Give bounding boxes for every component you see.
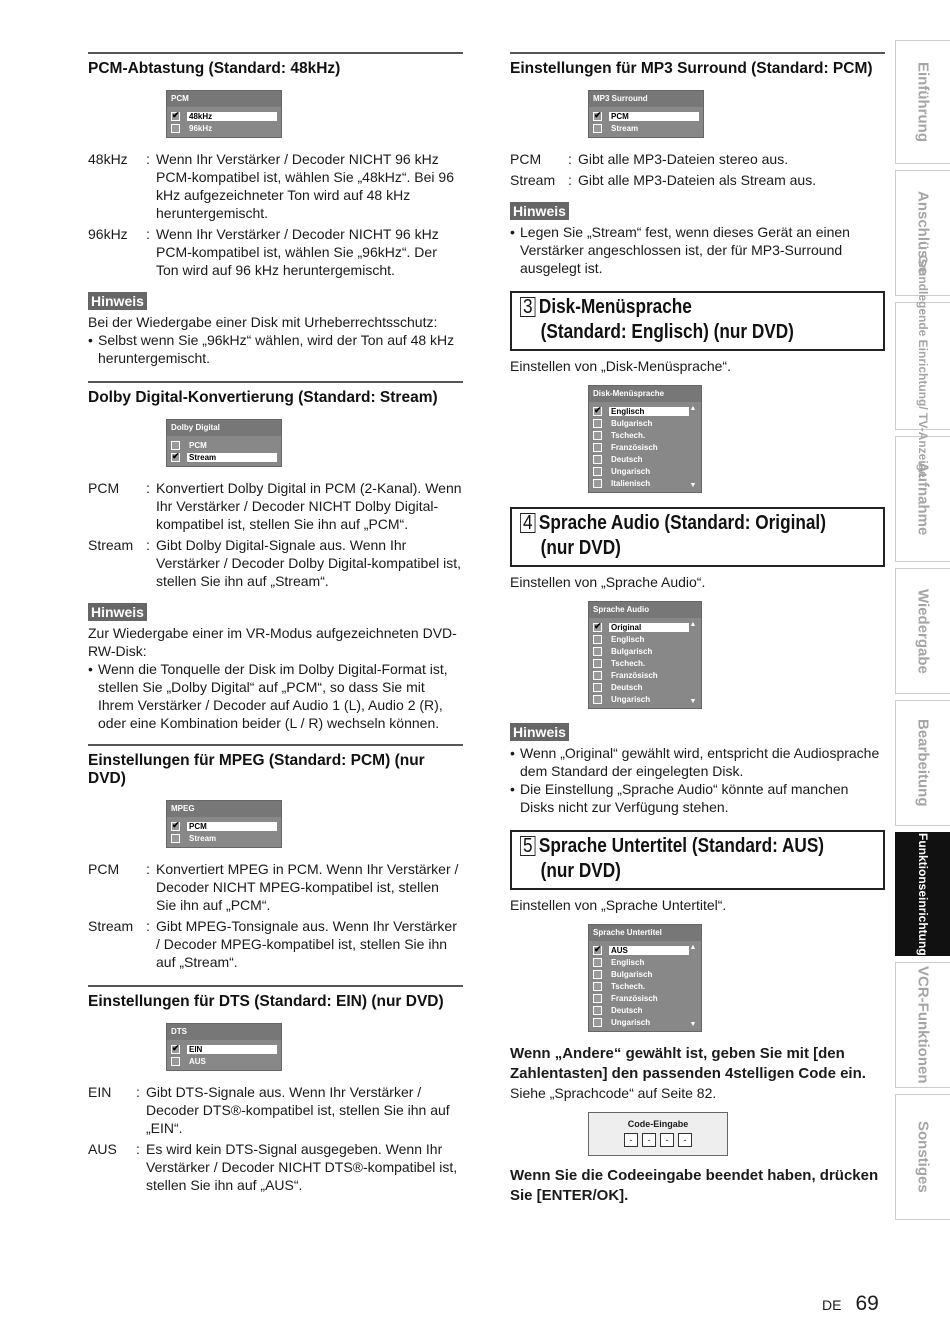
enter-instruction: Wenn Sie die Codeeingabe beendet haben, drücken Sie [ENTER/OK]. xyxy=(510,1167,879,1204)
checkbox-icon xyxy=(593,1018,602,1027)
menu-option[interactable]: Französisch xyxy=(593,992,689,1004)
checkbox-icon xyxy=(593,994,602,1003)
menu-option[interactable]: Deutsch xyxy=(593,1004,689,1016)
menu-option[interactable]: Französisch xyxy=(593,441,689,453)
mpeg-menu-title: MPEG xyxy=(167,801,281,817)
section-5-text: Einstellen von „Sprache Untertitel“. xyxy=(510,897,727,913)
right-column xyxy=(510,52,885,1206)
code-entry-title: Code-Eingabe xyxy=(627,1119,689,1129)
checkbox-icon xyxy=(171,441,180,450)
checkbox-checked-icon xyxy=(171,822,180,831)
pcm-option-48[interactable]: ✔ 48kHz xyxy=(171,110,277,122)
definition-row: EIN : Gibt DTS-Signale aus. Wenn Ihr Verstärker / Decoder DTS®-kompatibel ist, stellen Sie ihn auf „EIN“. xyxy=(88,1084,450,1136)
hinweis-label: Hinweis xyxy=(88,292,147,310)
mpeg-menu xyxy=(166,800,282,848)
checkbox-icon xyxy=(593,982,602,991)
chapter-tabs xyxy=(895,40,950,1226)
language-code: DE xyxy=(822,1297,842,1313)
checkbox-icon xyxy=(593,647,602,656)
menu-option[interactable]: Bulgarisch xyxy=(593,645,689,657)
menu-option[interactable]: Ungarisch xyxy=(593,693,689,705)
scroll-up-icon: ▲ xyxy=(689,405,697,412)
code-entry-box xyxy=(588,1112,728,1156)
code-digit[interactable]: - xyxy=(642,1133,656,1147)
checkbox-icon xyxy=(593,431,602,440)
pcm-section xyxy=(88,52,463,367)
checkbox-icon xyxy=(171,1057,180,1066)
scroll-down-icon: ▼ xyxy=(689,1021,697,1028)
left-column xyxy=(88,52,463,1197)
section-number: 3 xyxy=(520,297,535,317)
scroll-up-icon: ▲ xyxy=(689,944,697,951)
menu-option[interactable]: Deutsch xyxy=(593,453,689,465)
pcm-menu-title: PCM xyxy=(167,91,281,107)
definition-row: Stream : Gibt MPEG-Tonsignale aus. Wenn Ihr Verstärker / Decoder MPEG-kompatibel ist, stellen Sie ihn auf „Stream“. xyxy=(88,918,457,970)
checkbox-checked-icon xyxy=(593,407,602,416)
menu-title: Sprache Audio xyxy=(589,602,701,618)
audio-language-menu xyxy=(588,601,702,709)
mp3-note: • Legen Sie „Stream“ fest, wenn dieses Gerät an einen Verstärker angeschlossen ist, der für MP3-Surround ausgelegt ist. xyxy=(510,224,850,276)
checkbox-icon xyxy=(593,479,602,488)
dts-menu xyxy=(166,1023,282,1071)
checkbox-icon xyxy=(593,124,602,133)
pcm-note: Bei der Wiedergabe einer Disk mit Urheberrechtsschutz: • Selbst wenn Sie „96kHz“ wählen, wird der Ton auf 48 kHz heruntergemischt. xyxy=(88,314,455,366)
menu-option[interactable]: Ungarisch xyxy=(593,465,689,477)
tab-aufnahme[interactable]: Aufnahme xyxy=(895,436,950,562)
dolby-title: Dolby Digital-Konvertierung (Standard: Stream) xyxy=(88,389,438,406)
menu-option[interactable]: Italienisch xyxy=(593,477,689,489)
menu-option[interactable]: Bulgarisch xyxy=(593,968,689,980)
section-5-heading: 5 Sprache Untertitel (Standard: AUS) (nur DVD) xyxy=(510,830,885,890)
dolby-menu-title: Dolby Digital xyxy=(167,420,281,436)
page-number: 69 xyxy=(855,1292,879,1315)
section-number: 5 xyxy=(520,836,535,856)
scroll-down-icon: ▼ xyxy=(689,482,697,489)
definition-row: 48kHz : Wenn Ihr Verstärker / Decoder NICHT 96 kHz PCM-kompatibel ist, wählen Sie „48kHz“. Bei 96 kHz aufgezeichneter Ton wird auf 48 kHz heruntergemischt. xyxy=(88,151,455,221)
menu-title: Sprache Untertitel xyxy=(589,925,701,941)
menu-option[interactable]: Tschech. xyxy=(593,429,689,441)
code-digit[interactable]: - xyxy=(660,1133,674,1147)
tab-sonstiges[interactable]: Sonstiges xyxy=(895,1094,950,1220)
checkbox-checked-icon xyxy=(171,1045,180,1054)
checkbox-checked-icon xyxy=(171,112,180,121)
checkbox-icon xyxy=(593,455,602,464)
code-digit[interactable]: - xyxy=(624,1133,638,1147)
definition-row: PCM : Konvertiert Dolby Digital in PCM (2-Kanal). Wenn Ihr Verstärker / Decoder NICHT Dolby Digital-kompatibel ist, stellen Sie ihn auf „PCM“. xyxy=(88,480,462,532)
menu-option[interactable]: Tschech. xyxy=(593,657,689,669)
mp3-section xyxy=(510,52,885,277)
dts-option-aus[interactable]: AUS xyxy=(171,1055,277,1067)
checkbox-icon xyxy=(593,467,602,476)
checkbox-checked-icon xyxy=(171,453,180,462)
scrollbar[interactable] xyxy=(689,944,697,1028)
subtitle-language-menu xyxy=(588,924,702,1032)
tab-funktionseinrichtung[interactable]: Funktionseinrichtung xyxy=(895,832,950,956)
tab-bearbeitung[interactable]: Bearbeitung xyxy=(895,700,950,826)
menu-option[interactable]: Tschech. xyxy=(593,980,689,992)
dolby-option-stream[interactable]: ✔ Stream xyxy=(171,451,277,463)
hinweis-label: Hinweis xyxy=(510,723,569,741)
menu-option[interactable]: ✔ Original xyxy=(593,621,689,633)
tab-vcr-funktionen[interactable]: VCR-Funktionen xyxy=(895,962,950,1088)
definition-row: Stream : Gibt alle MP3-Dateien als Stream aus. xyxy=(510,172,817,188)
tab-wiedergabe[interactable]: Wiedergabe xyxy=(895,568,950,694)
mpeg-section xyxy=(88,744,463,971)
mp3-menu xyxy=(588,90,704,138)
menu-option[interactable]: Deutsch xyxy=(593,681,689,693)
section-4-text: Einstellen von „Sprache Audio“. xyxy=(510,574,706,590)
scrollbar[interactable] xyxy=(689,405,697,489)
checkbox-icon xyxy=(593,635,602,644)
scrollbar[interactable] xyxy=(689,621,697,705)
mp3-title: Einstellungen für MP3 Surround (Standard: PCM) xyxy=(510,60,873,77)
mp3-option-pcm[interactable]: ✔ PCM xyxy=(593,110,699,122)
checkbox-checked-icon xyxy=(593,112,602,121)
checkbox-icon xyxy=(593,683,602,692)
dts-menu-title: DTS xyxy=(167,1024,281,1040)
dts-title: Einstellungen für DTS (Standard: EIN) (nur DVD) xyxy=(88,993,444,1010)
code-reference: Siehe „Sprachcode“ auf Seite 82. xyxy=(510,1085,717,1101)
tab-grundlegende-einrichtung[interactable]: Grundlegende Einrichtung/ TV-Anzeige xyxy=(895,302,950,430)
definition-row: Stream : Gibt Dolby Digital-Signale aus. Wenn Ihr Verstärker / Decoder Dolby Digital-kompatibel ist, stellen Sie ihn auf „Stream“. xyxy=(88,537,462,589)
menu-option[interactable]: Englisch xyxy=(593,633,689,645)
hinweis-label: Hinweis xyxy=(88,603,147,621)
tab-anschluesse[interactable]: Anschlüsse xyxy=(895,170,950,296)
scroll-up-icon: ▲ xyxy=(689,621,697,628)
section-3-text: Einstellen von „Disk-Menüsprache“. xyxy=(510,358,731,374)
definition-row: PCM : Gibt alle MP3-Dateien stereo aus. xyxy=(510,151,789,167)
section-number: 4 xyxy=(520,513,535,533)
checkbox-checked-icon xyxy=(593,946,602,955)
checkbox-icon xyxy=(593,695,602,704)
dolby-menu xyxy=(166,419,282,467)
checkbox-checked-icon xyxy=(593,623,602,632)
checkbox-icon xyxy=(593,970,602,979)
menu-option[interactable]: Bulgarisch xyxy=(593,417,689,429)
mp3-option-stream[interactable]: Stream xyxy=(593,122,699,134)
mpeg-title: Einstellungen für MPEG (Standard: PCM) (nur DVD) xyxy=(88,752,425,787)
checkbox-icon xyxy=(593,443,602,452)
disk-menu-language-menu xyxy=(588,385,702,493)
dts-option-ein[interactable]: ✔ EIN xyxy=(171,1043,277,1055)
dolby-note: Zur Wiedergabe einer im VR-Modus aufgezeichneten DVD-RW-Disk: • Wenn die Tonquelle der Disk im Dolby Digital-Format ist, stellen Sie „Dolby Digital“ auf „PCM“, so dass Sie mit Ihrem Verstärker / Decoder auf Audio 1 (L), Audio 2 (R), oder eine Kombination beider (L / R) wechseln können. xyxy=(88,625,457,731)
dolby-option-pcm[interactable]: PCM xyxy=(171,439,277,451)
section-4-note: • Wenn „Original“ gewählt wird, entspricht die Audiosprache dem Standard der eingelegten Disk. • Die Einstellung „Sprache Audio“ könnte auf manchen Disks nicht zur Verfügung stehen. xyxy=(510,745,880,815)
checkbox-icon xyxy=(593,671,602,680)
hinweis-label: Hinweis xyxy=(510,202,569,220)
pcm-option-96[interactable]: 96kHz xyxy=(171,122,277,134)
scroll-down-icon: ▼ xyxy=(689,698,697,705)
mpeg-option-stream[interactable]: Stream xyxy=(171,832,277,844)
menu-option[interactable]: Ungarisch xyxy=(593,1016,689,1028)
checkbox-icon xyxy=(593,419,602,428)
page-footer xyxy=(822,1292,879,1316)
section-4-heading: 4 Sprache Audio (Standard: Original) (nur DVD) xyxy=(510,507,885,567)
mp3-menu-title: MP3 Surround xyxy=(589,91,703,107)
pcm-menu xyxy=(166,90,282,138)
definition-row: PCM : Konvertiert MPEG in PCM. Wenn Ihr Verstärker / Decoder NICHT MPEG-kompatibel ist, stellen Sie ihn auf „PCM“. xyxy=(88,861,459,913)
definition-row: AUS : Es wird kein DTS-Signal ausgegeben. Wenn Ihr Verstärker / Decoder NICHT DTS®-kompatibel ist, stellen Sie ihn auf „AUS“. xyxy=(88,1141,458,1193)
pcm-title: PCM-Abtastung (Standard: 48kHz) xyxy=(88,60,341,77)
checkbox-icon xyxy=(171,834,180,843)
menu-option[interactable]: ✔ AUS xyxy=(593,944,689,956)
checkbox-icon xyxy=(593,958,602,967)
mpeg-option-pcm[interactable]: ✔ PCM xyxy=(171,820,277,832)
code-digit[interactable]: - xyxy=(678,1133,692,1147)
checkbox-icon xyxy=(593,659,602,668)
code-instruction: Wenn „Andere“ gewählt ist, geben Sie mit [den Zahlentasten] den passenden 4stelligen Code ein. xyxy=(510,1045,866,1082)
tab-einfuehrung[interactable]: Einführung xyxy=(895,40,950,164)
menu-title: Disk-Menüsprache xyxy=(589,386,701,402)
dolby-section xyxy=(88,381,463,732)
menu-option[interactable]: Englisch xyxy=(593,956,689,968)
checkbox-icon xyxy=(171,124,180,133)
checkbox-icon xyxy=(593,1006,602,1015)
menu-option[interactable]: Französisch xyxy=(593,669,689,681)
definition-row: 96kHz : Wenn Ihr Verstärker / Decoder NICHT 96 kHz PCM-kompatibel ist, wählen Sie „96kHz“. Der Ton wird auf 96 kHz heruntergemischt. xyxy=(88,226,439,278)
section-3-heading: 3 Disk-Menüsprache (Standard: Englisch) (nur DVD) xyxy=(510,291,885,351)
dts-section xyxy=(88,985,463,1194)
menu-option[interactable]: ✔ Englisch xyxy=(593,405,689,417)
